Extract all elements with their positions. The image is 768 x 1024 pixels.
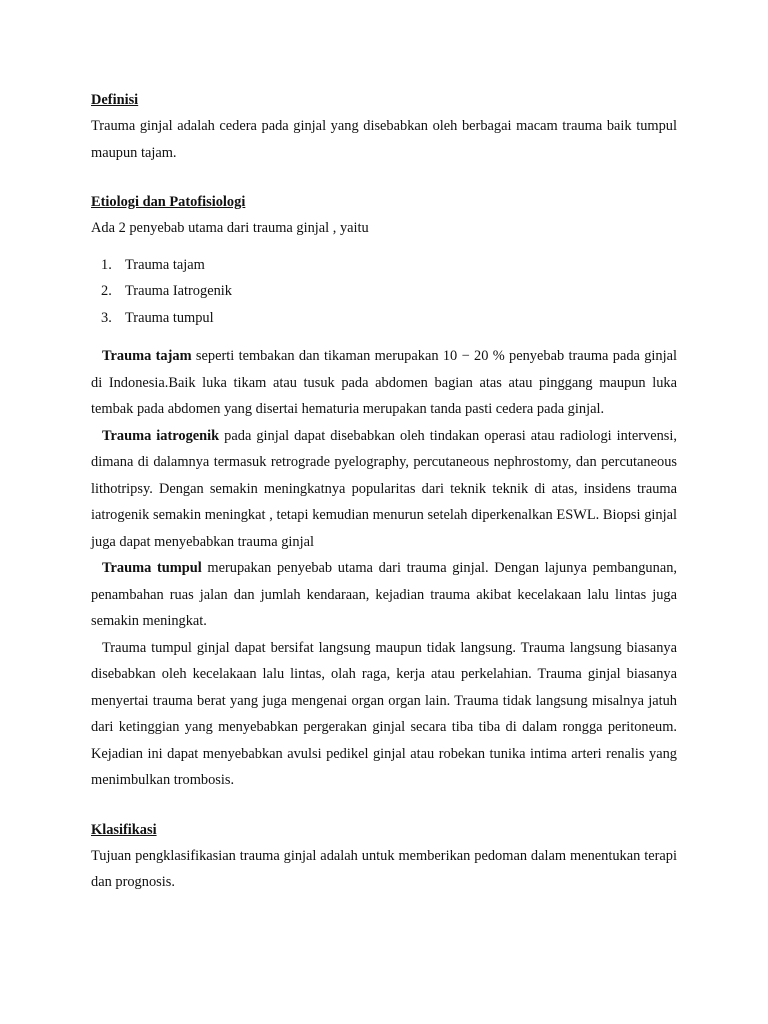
trauma-tumpul-paragraph: [91, 555, 677, 635]
trauma-iatrogenik-text: pada ginjal dapat disebabkan oleh tindakan operasi atau radiologi intervensi, dimana di dalamnya termasuk retrograde pyelography, percutaneous nephrostomy, dan percutaneous lithotripsy. Dengan semakin meningkatnya popularitas dari teknik teknik di atas, insidens trauma iatrogenik semakin meningkat , tetapi kemudian menurun setelah diperkenalkan ESWL. Biopsi ginjal juga dapat menyebabkan trauma ginjal: [91, 427, 678, 550]
heading-klasifikasi: Klasifikasi: [91, 821, 157, 838]
list-number: 2.: [101, 283, 112, 299]
list-item: [91, 278, 677, 305]
list-number: 3.: [101, 309, 112, 326]
trauma-tajam-text: seperti tembakan dan tikaman merupakan 10 − 20 % penyebab trauma pada ginjal di Indonesia.Baik luka tikam atau tusuk pada abdomen bagian atas atau pinggang maupun luka tembak pada abdomen yang disertai hematuria merupakan tanda pasti cedera pada ginjal.: [91, 348, 678, 417]
trauma-tumpul-text: merupakan penyebab utama dari trauma ginjal. Dengan lajunya pembangunan, penambahan ruas jalan dan jumlah kendaraan, kejadian trauma akibat kecelakaan lalu lintas juga semakin meningkat.: [91, 560, 678, 629]
cause-list: [91, 252, 677, 332]
trauma-tajam-paragraph: [91, 343, 677, 423]
heading-etiologi: Etiologi dan Patofisiologi: [91, 194, 246, 210]
trauma-tumpul-detail-paragraph: Trauma tumpul ginjal dapat bersifat langsung maupun tidak langsung. Trauma langsung biasanya disebabkan oleh kecelakaan lalu lintas, olah raga, kerja atau perkelahian. Trauma ginjal biasanya menyertai trauma berat yang juga mengenai organ organ lain. Trauma tidak langsung misalnya jatuh dari ketinggian yang menyebabkan pergerakan ginjal secara tiba tiba di dalam rongga peritoneum. Kejadian ini dapat menyebabkan avulsi pedikel ginjal atau robekan tunika intima arteri renalis yang menimbulkan trombosis.: [91, 639, 677, 788]
etiologi-intro: Ada 2 penyebab utama dari trauma ginjal , yaitu: [91, 220, 369, 236]
trauma-iatrogenik-term: Trauma iatrogenik: [102, 427, 220, 444]
document-body: [91, 87, 677, 896]
list-label: Trauma tumpul: [125, 309, 214, 326]
list-item: [91, 305, 677, 332]
trauma-tajam-term: Trauma tajam: [102, 348, 192, 364]
definisi-paragraph: Trauma ginjal adalah cedera pada ginjal yang disebabkan oleh berbagai macam trauma baik tumpul maupun tajam.: [91, 118, 677, 161]
list-item: [91, 252, 677, 279]
list-label: Trauma tajam: [125, 256, 205, 273]
list-number: 1.: [101, 256, 112, 273]
trauma-tumpul-term: Trauma tumpul: [102, 560, 202, 576]
trauma-iatrogenik-paragraph: [91, 423, 677, 556]
list-label: Trauma Iatrogenik: [125, 283, 232, 299]
klasifikasi-paragraph: Tujuan pengklasifikasian trauma ginjal adalah untuk memberikan pedoman dalam menentukan terapi dan prognosis.: [91, 847, 677, 890]
heading-definisi: Definisi: [91, 92, 139, 108]
